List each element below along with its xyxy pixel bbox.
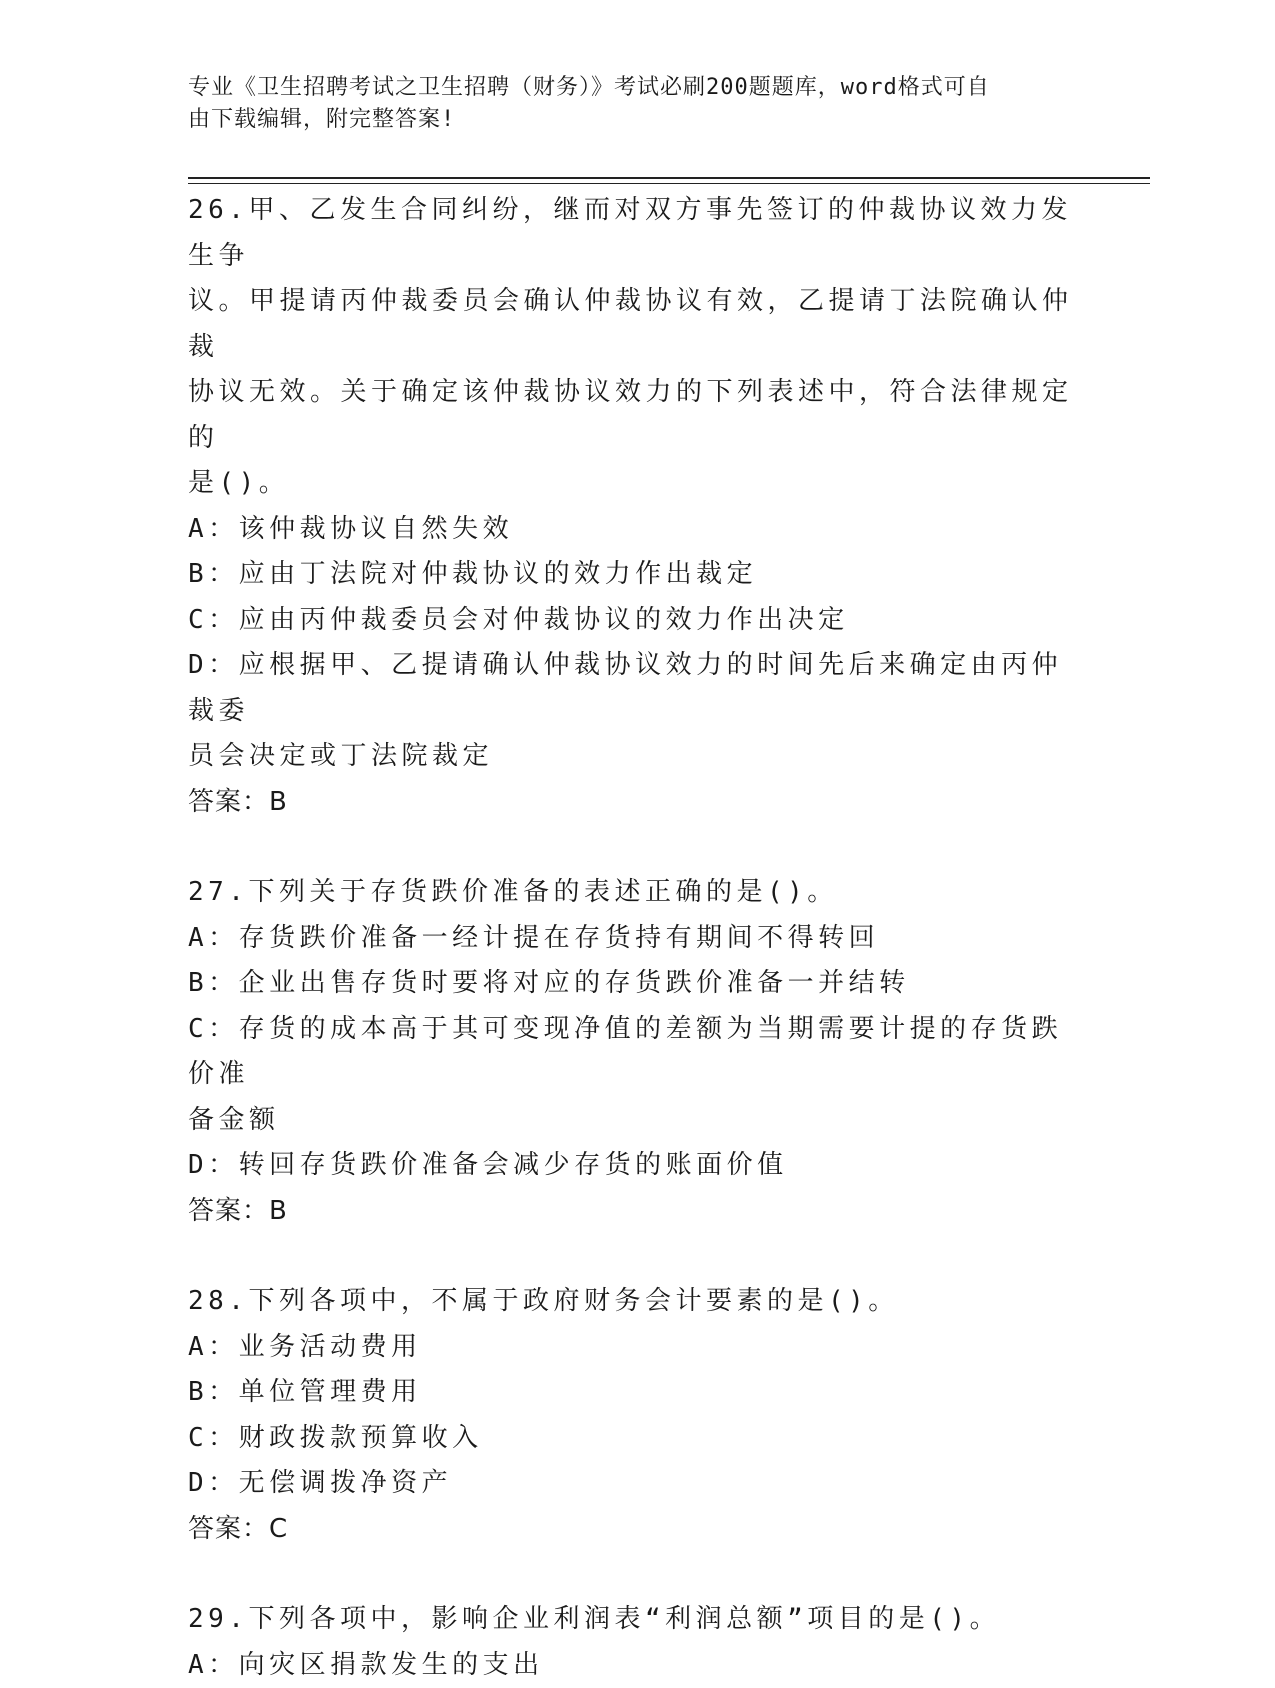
option-d: D：无偿调拨净资产 bbox=[188, 1461, 1088, 1507]
option-a: A：该仲裁协议自然失效 bbox=[188, 507, 1088, 553]
option-c: C：存货的成本高于其可变现净值的差额为当期需要计提的存货跌价准 bbox=[188, 1007, 1088, 1098]
question-line: 28.下列各项中，不属于政府财务会计要素的是()。 bbox=[188, 1279, 1088, 1325]
question-27 bbox=[188, 870, 1088, 1234]
option-b: B：单位管理费用 bbox=[188, 1370, 1088, 1416]
option-c: C：应由丙仲裁委员会对仲裁协议的效力作出决定 bbox=[188, 598, 1088, 644]
question-line: 26.甲、乙发生合同纠纷，继而对双方事先签订的仲裁协议效力发生争 bbox=[188, 188, 1088, 279]
question-line: 27.下列关于存货跌价准备的表述正确的是()。 bbox=[188, 870, 1088, 916]
option-d: D：转回存货跌价准备会减少存货的账面价值 bbox=[188, 1143, 1088, 1189]
question-26 bbox=[188, 188, 1088, 825]
page-header bbox=[188, 72, 1068, 136]
option-b: B：应由丁法院对仲裁协议的效力作出裁定 bbox=[188, 552, 1088, 598]
question-line: 是()。 bbox=[188, 461, 1088, 507]
question-line: 议。甲提请丙仲裁委员会确认仲裁协议有效，乙提请丁法院确认仲裁 bbox=[188, 279, 1088, 370]
answer-26: 答案：B bbox=[188, 780, 1088, 826]
option-b: B：企业出售存货时要将对应的存货跌价准备一并结转 bbox=[188, 961, 1088, 1007]
option-d: D：应根据甲、乙提请确认仲裁协议效力的时间先后来确定由丙仲裁委 bbox=[188, 643, 1088, 734]
answer-28: 答案：C bbox=[188, 1507, 1088, 1553]
header-line-2: 由下载编辑，附完整答案! bbox=[188, 104, 1068, 136]
option-a: A：存货跌价准备一经计提在存货持有期间不得转回 bbox=[188, 916, 1088, 962]
option-c: C：财政拨款预算收入 bbox=[188, 1416, 1088, 1462]
option-d-cont: 员会决定或丁法院裁定 bbox=[188, 734, 1088, 780]
option-a: A：业务活动费用 bbox=[188, 1325, 1088, 1371]
question-line: 29.下列各项中，影响企业利润表“利润总额”项目的是()。 bbox=[188, 1597, 1088, 1643]
question-line: 协议无效。关于确定该仲裁协议效力的下列表述中，符合法律规定的 bbox=[188, 370, 1088, 461]
answer-27: 答案：B bbox=[188, 1189, 1088, 1235]
question-list bbox=[188, 188, 1088, 1688]
header-divider-thick bbox=[188, 177, 1150, 179]
header-divider-thin bbox=[188, 183, 1150, 184]
header-line-1: 专业《卫生招聘考试之卫生招聘（财务）》考试必刷200题题库，word格式可自 bbox=[188, 72, 1068, 104]
question-29 bbox=[188, 1597, 1088, 1688]
option-c-cont: 备金额 bbox=[188, 1098, 1088, 1144]
option-a: A：向灾区捐款发生的支出 bbox=[188, 1643, 1088, 1688]
question-28 bbox=[188, 1279, 1088, 1552]
